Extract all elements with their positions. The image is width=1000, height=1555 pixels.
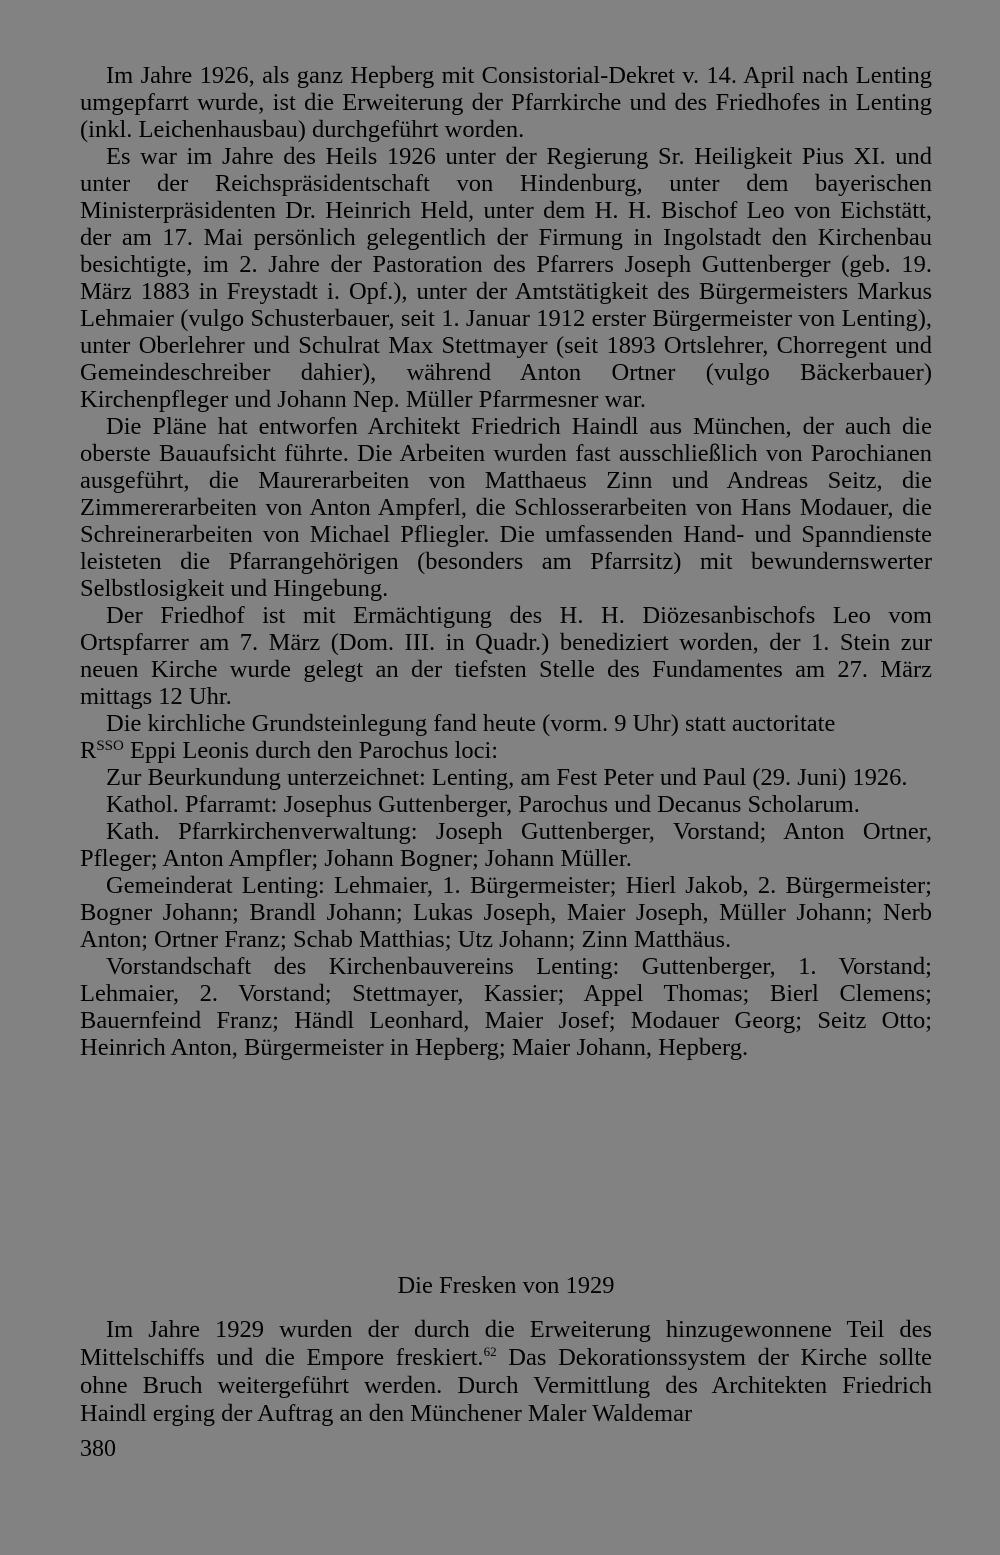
paragraph-municipal-council: Gemeinderat Lenting: Lehmaier, 1. Bürgermeister; Hierl Jakob, 2. Bürgermeister; Bogner Johann; Brandl Johann; Lukas Joseph, Maier Joseph, Müller Johann; Nerb Anton; Ortner Franz; Schab Matthias; Utz Johann; Zinn Matthäus. [80,872,932,953]
paragraph-cornerstone [80,710,932,764]
cornerstone-text: Die kirchliche Grundsteinlegung fand heute (vorm. 9 Uhr) statt auctoritate [106,710,836,737]
paragraph-intro: Im Jahre 1926, als ganz Hepberg mit Consistorial-Dekret v. 14. April nach Lenting umgepfarrt wurde, ist die Erweiterung der Pfarrkirche und des Friedhofes in Lenting (inkl. Leichenhausbau) durchgeführt worden. [80,62,932,143]
rsso-letter: R [80,737,97,764]
paragraph-cemetery: Der Friedhof ist mit Ermächtigung des H. H. Diözesanbischofs Leo vom Ortspfarrer am 7. März (Dom. III. in Quadr.) benediziert worden, der 1. Stein zur neuen Kirche wurde gelegt an der tiefsten Stelle des Fundamentes am 27. März mittags 12 Uhr. [80,602,932,710]
rsso-superscript: SSO [96,738,124,754]
footnote-reference: 62 [483,1343,497,1359]
paragraph-certification: Zur Beurkundung unterzeichnet: Lenting, am Fest Peter und Paul (29. Juni) 1926. [106,764,908,791]
paragraph-building-association: Vorstandschaft des Kirchenbauvereins Lenting: Guttenberger, 1. Vorstand; Lehmaier, 2. Vorstand; Stettmayer, Kassier; Appel Thomas; Bierl Clemens; Bauernfeind Franz; Händl Leonhard, Maier Josef; Modauer Georg; Seitz Otto; Heinrich Anton, Bürgermeister in Hepberg; Maier Johann, Hepberg. [80,953,932,1061]
section-text [80,1316,932,1428]
frescoes-text-end: Das Dekorationssystem der Kirche sollte ohne Bruch weitergeführt werden. Durch Vermittlung des Architekten Friedrich Haindl erging der Auftrag an den Münchener Maler Waldemar [80,1344,932,1427]
paragraph-frescoes [80,1316,932,1428]
paragraph-plans: Die Pläne hat entworfen Architekt Friedrich Haindl aus München, der auch die oberste Bauaufsicht führte. Die Arbeiten wurden fast ausschließlich von Parochianen ausgeführt, die Maurerarbeiten von Matthaeus Zinn und Andreas Seitz, die Zimmererarbeiten von Anton Ampferl, die Schlosserarbeiten von Hans Modauer, die Schreinerarbeiten von Michael Pfliegler. Die umfassenden Hand- und Spanndienste leisteten die Pfarrangehörigen (besonders am Pfarrsitz) mit bewundernswerter Selbstlosigkeit und Hingebung. [80,413,932,602]
rsso-rest: Eppi Leonis durch den Parochus loci: [123,737,499,764]
frescoes-text-start: Im Jahre 1929 wurden der durch die Erweiterung hinzugewonnene Teil des Mittelschiffs und die Empore freskiert. [80,1316,932,1371]
paragraph-parish-office: Kathol. Pfarramt: Josephus Guttenberger, Parochus und Decanus Scholarum. [106,791,860,818]
paragraph-church-administration: Kath. Pfarrkirchenverwaltung: Joseph Guttenberger, Vorstand; Anton Ortner, Pfleger; Anton Ampfler; Johann Bogner; Johann Müller. [80,818,932,872]
paragraph-dedication: Es war im Jahre des Heils 1926 unter der Regierung Sr. Heiligkeit Pius XI. und unter der Reichspräsidentschaft von Hindenburg, unter dem bayerischen Ministerpräsidenten Dr. Heinrich Held, unter dem H. H. Bischof Leo von Eichstätt, der am 17. Mai persönlich gelegentlich der Firmung in Ingolstadt den Kirchenbau besichtigte, im 2. Jahre der Pastoration des Pfarrers Joseph Guttenberger (geb. 19. März 1883 in Freystadt i. Opf.), unter der Amtstätigkeit des Bürgermeisters Markus Lehmaier (vulgo Schusterbauer, seit 1. Januar 1912 erster Bürgermeister von Lenting), unter Oberlehrer und Schulrat Max Stettmayer (seit 1893 Ortslehrer, Chorregent und Gemeindeschreiber dahier), während Anton Ortner (vulgo Bäckerbauer) Kirchenpfleger und Johann Nep. Müller Pfarrmesner war. [80,143,932,413]
page-number: 380 [80,1436,116,1462]
section-heading: Die Fresken von 1929 [397,1272,615,1299]
main-text [80,62,932,1061]
